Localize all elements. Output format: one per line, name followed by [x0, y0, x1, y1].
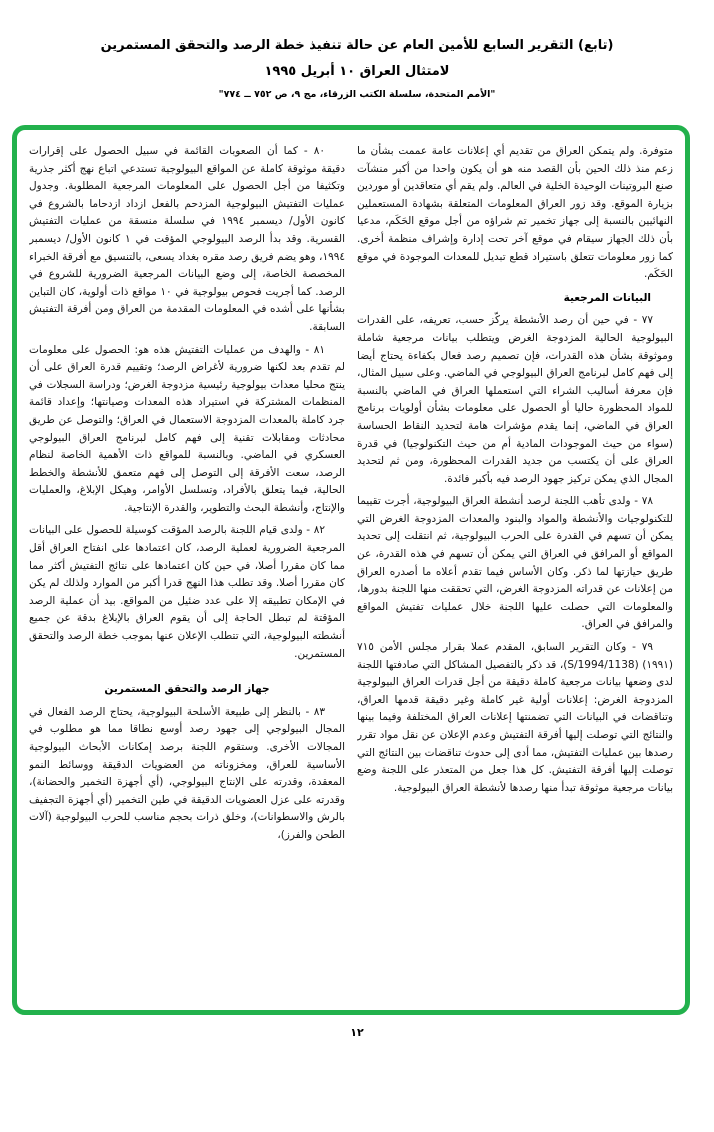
column-left	[29, 143, 345, 1002]
paragraph-78: ٧٨ - ولدى تأهب اللجنة لرصد أنشطة العراق البيولوجية، أجرت تقييما للتكنولوجيات والأنشطة والمواد والبنود والمعدات المزدوجة الغرض التي يمكن أن تسهم في القدرة على الحرب البيولوجية، ثم انتقلت إلى تحديد المواقع أو المرافق في العراق التي يمكن أن تسهم في هذه القدرة، عن طريق حيازتها لما ذكر. وكان الأساس فيما تقدم أعلاه ما أصدره العراق من إعلانات عن قدراته المزدوجة الغرض، التي تحققت منها اللجنة بدورها، والمعلومات التي حصلت عليها اللجنة خلال عمليات تفتيش المواقع والمرافق في العراق.	[357, 495, 673, 631]
report-source-citation: "الأمم المتحدة، سلسلة الكتب الزرقاء، مج ٩، ص ٧٥٢ ــ ٧٧٤"	[218, 89, 496, 100]
report-title-line2: لامتثال العراق ١٠ أبريل ١٩٩٥	[264, 64, 450, 79]
report-header	[0, 0, 714, 100]
paragraph-82: ٨٢ - ولدى قيام اللجنة بالرصد المؤقت كوسيلة للحصول على البيانات المرجعية الضرورية لعملية الرصد، كان اعتمادها على انفتاح العراق أقل مما كان مقررا أصلا، في حين كان اعتمادها على نتائج التفتيش أكثر مما كان مقررا أصلا. وقد تطلب هذا النهج قدرا أكبر من الموارد ولذلك لم يكن في الإمكان تطبيقه إلا على عدد ضئيل من المواقع. بيد أن عملية الرصد المؤقتة لم تبطل الحاجة إلى أن يقوم العراق بالإبلاغ بدقة عن جميع أنشطته البيولوجية، التي تتطلب الإعلان عنها بموجب خطة الرصد والتحقق المستمرين.	[29, 524, 345, 660]
paragraph-79: ٧٩ - وكان التقرير السابق، المقدم عملا بقرار مجلس الأمن ٧١٥ (١٩٩١) (S/1994/1138)‏، قد ذكر بالتفصيل المشاكل التي صادفتها اللجنة لدى وضعها بيانات مرجعية كاملة دقيقة من أجل قدرات العراق البيولوجية المزدوجة الغرض: إعلانات أولية غير كاملة وغير دقيقة قدمها العراق، وتناقضات في البيانات التي تضمنتها إعلانات العراق المختلفة وفيما بينها والنتائج التي توصلت إليها أفرقة التفتيش وعدم الإعلان عن نقل مواد تقرر رصدها بين عمليات التفتيش، مما أدى إلى حدوث تناقضات بين النتائج التي توصلت إليها أفرقة التفتيش. كل هذا جعل من المتعذر على اللجنة وضع بيانات مرجعية موثوقة تبدأ منها رصدها لأنشطة العراق البيولوجية.	[357, 641, 673, 794]
report-title-line1: (تابع) التقرير السابع للأمين العام عن حالة تنفيذ خطة الرصد والتحقق المستمرين	[100, 38, 614, 53]
section-heading-reference-data: البيانات المرجعية	[563, 291, 651, 304]
paragraph-continuation: متوفرة. ولم يتمكن العراق من تقديم أي إعلانات عامة عممت بشأن ما زعم منذ ذلك الحين بأن القصد منه هو أن يكون واحدا من أكبر منشآت صنع البروتينات الوحيدة الخلية في العالم. ولم يقم أي متعاقدين أو موردين بزيارة الموقع. وقد زور العراق المعلومات المتعلقة بشهادة المستعملين النهائيين بالنسبة إلى جهاز تخمير تم شراؤه من أجل موقع الحَكَم، مدعيا بأن ذلك الجهاز سيقام في موقع آخر تحت إدارة وإشراف منظمة أخرى. كما زور معلومات تتعلق باستيراد قطع تبديل للمعدات الموجودة في موقع الحَكَم.	[357, 145, 673, 281]
paragraph-81: ٨١ - والهدف من عمليات التفتيش هذه هو: الحصول على معلومات لم تقدم بعد لكنها ضرورية لأغراض الرصد؛ وتقييم قدرة العراق على أن ينتج محليا معدات بيولوجية رئيسية مزدوجة الغرض؛ ودراسة السجلات في المنظمات المشتركة في استيراد هذه المعدات وصيانتها؛ وإعداد قائمة جرد كاملة بالمعدات المزدوجة الاستعمال في العراق؛ والتوصل عن طريق محادثات ومقابلات تقنية إلى فهم كامل لبرنامج العراق البيولوجي العسكري في الماضي. وبالنسبة للمواقع ذات الأهمية الخاصة لنظام الرصد، سعت الأفرقة إلى التوصل إلى فهم متعمق للأنشطة والخطط الحالية، فيما يتعلق بالأفراد، وتسلسل الأوامر، وهيكل الإبلاغ، والعمليات والإنتاج، وأنشطة البحث والتطوير، والقدرة الإنتاجية.	[29, 343, 345, 514]
paragraph-83: ٨٣ - بالنظر إلى طبيعة الأسلحة البيولوجية، يحتاج الرصد الفعال في المجال البيولوجي إلى جهود رصد أوسع نطاقا مما هو مطلوب في المجالات الأخرى. وستقوم اللجنة برصد إمكانات الأبحاث البيولوجية الأساسية للعراق، ومخزوناته من العضويات الدقيقة ووسائط النمو المعقدة، وقدرته على الإنتاج البيولوجي، (أي أجهزة التخمير والحضانة)، وقدرته على عزل العضويات الدقيقة في طين التخمير (أي أجهزة التجفيف بالرش والاسطوانات)، وخلق ذرات بحجم مناسب للحرب البيولوجية (آلات الطحن والفرز)،	[29, 705, 345, 841]
paragraph-77: ٧٧ - في حين أن رصد الأنشطة يركّز حسب، تعريفه، على القدرات البيولوجية الحالية المزدوجة الغرض ويتطلب بيانات مرجعية شاملة وموثوقة بشأن هذه القدرات، فإن تصميم رصد فعال بكفاءة يحتاج أيضا إلى فهم كامل لبرنامج العراق البيولوجي في الماضي. وعلى سبيل المثال، فإن معرفة أساليب الشراء التي استعملها العراق في الماضي بالنسبة للمواد المحظورة حاليا أو الحصول على معلومات بشأن أولويات برنامج العراق في الماضي، إنما يقدم مؤشرات هامة لتحديد النقاط الحساسة (سواء من حيث الموجودات المادية أم من حيث التكنولوجيا) في قدرة العراق على أن يكتسب من جديد القدرات المحظورة، ومن ثم لتحديد المجال الذي يمكن تركيز جهود الرصد فيه بأكبر فائدة.	[357, 314, 673, 485]
page-number: ١٢	[350, 1026, 364, 1039]
green-border-frame	[12, 125, 690, 1015]
column-right	[357, 143, 673, 1002]
paragraph-80: ٨٠ - كما أن الصعوبات القائمة في سبيل الحصول على إقرارات دقيقة موثوقة كاملة عن المواقع البيولوجية تستدعي اتباع نهج أكثر جذرية وتكثيفا من أجل الحصول على المعلومات المرجعية المطلوبة. وجدول عمليات التفتيش البيولوجية المزدحم بالفعل ازداد ازدحاما بالشروع في كانون الأول/ ديسمبر ١٩٩٤ في سلسلة منسقة من عمليات التفتيش القسرية. وقد بدأ الرصد البيولوجي المؤقت في ١ كانون الأول/ ديسمبر ١٩٩٤، وهو يضم فريق رصد مقره بغداد يسعى، بالتنسيق مع أفرقة الخبراء المخصصة الخاصة، إلى وضع البيانات المرجعية الضرورية للشروع في الرصد. كما أجريت فحوص بيولوجية في ١٠ مواقع ذات أولوية، كان التباين بشأنها على أشده في المعلومات المقدمة من العراق ومن أفرقة التفتيش السابقة.	[29, 145, 345, 333]
section-heading-monitoring-apparatus: جهاز الرصد والتحقق المستمرين	[104, 683, 270, 696]
two-column-text-body	[17, 130, 685, 1010]
